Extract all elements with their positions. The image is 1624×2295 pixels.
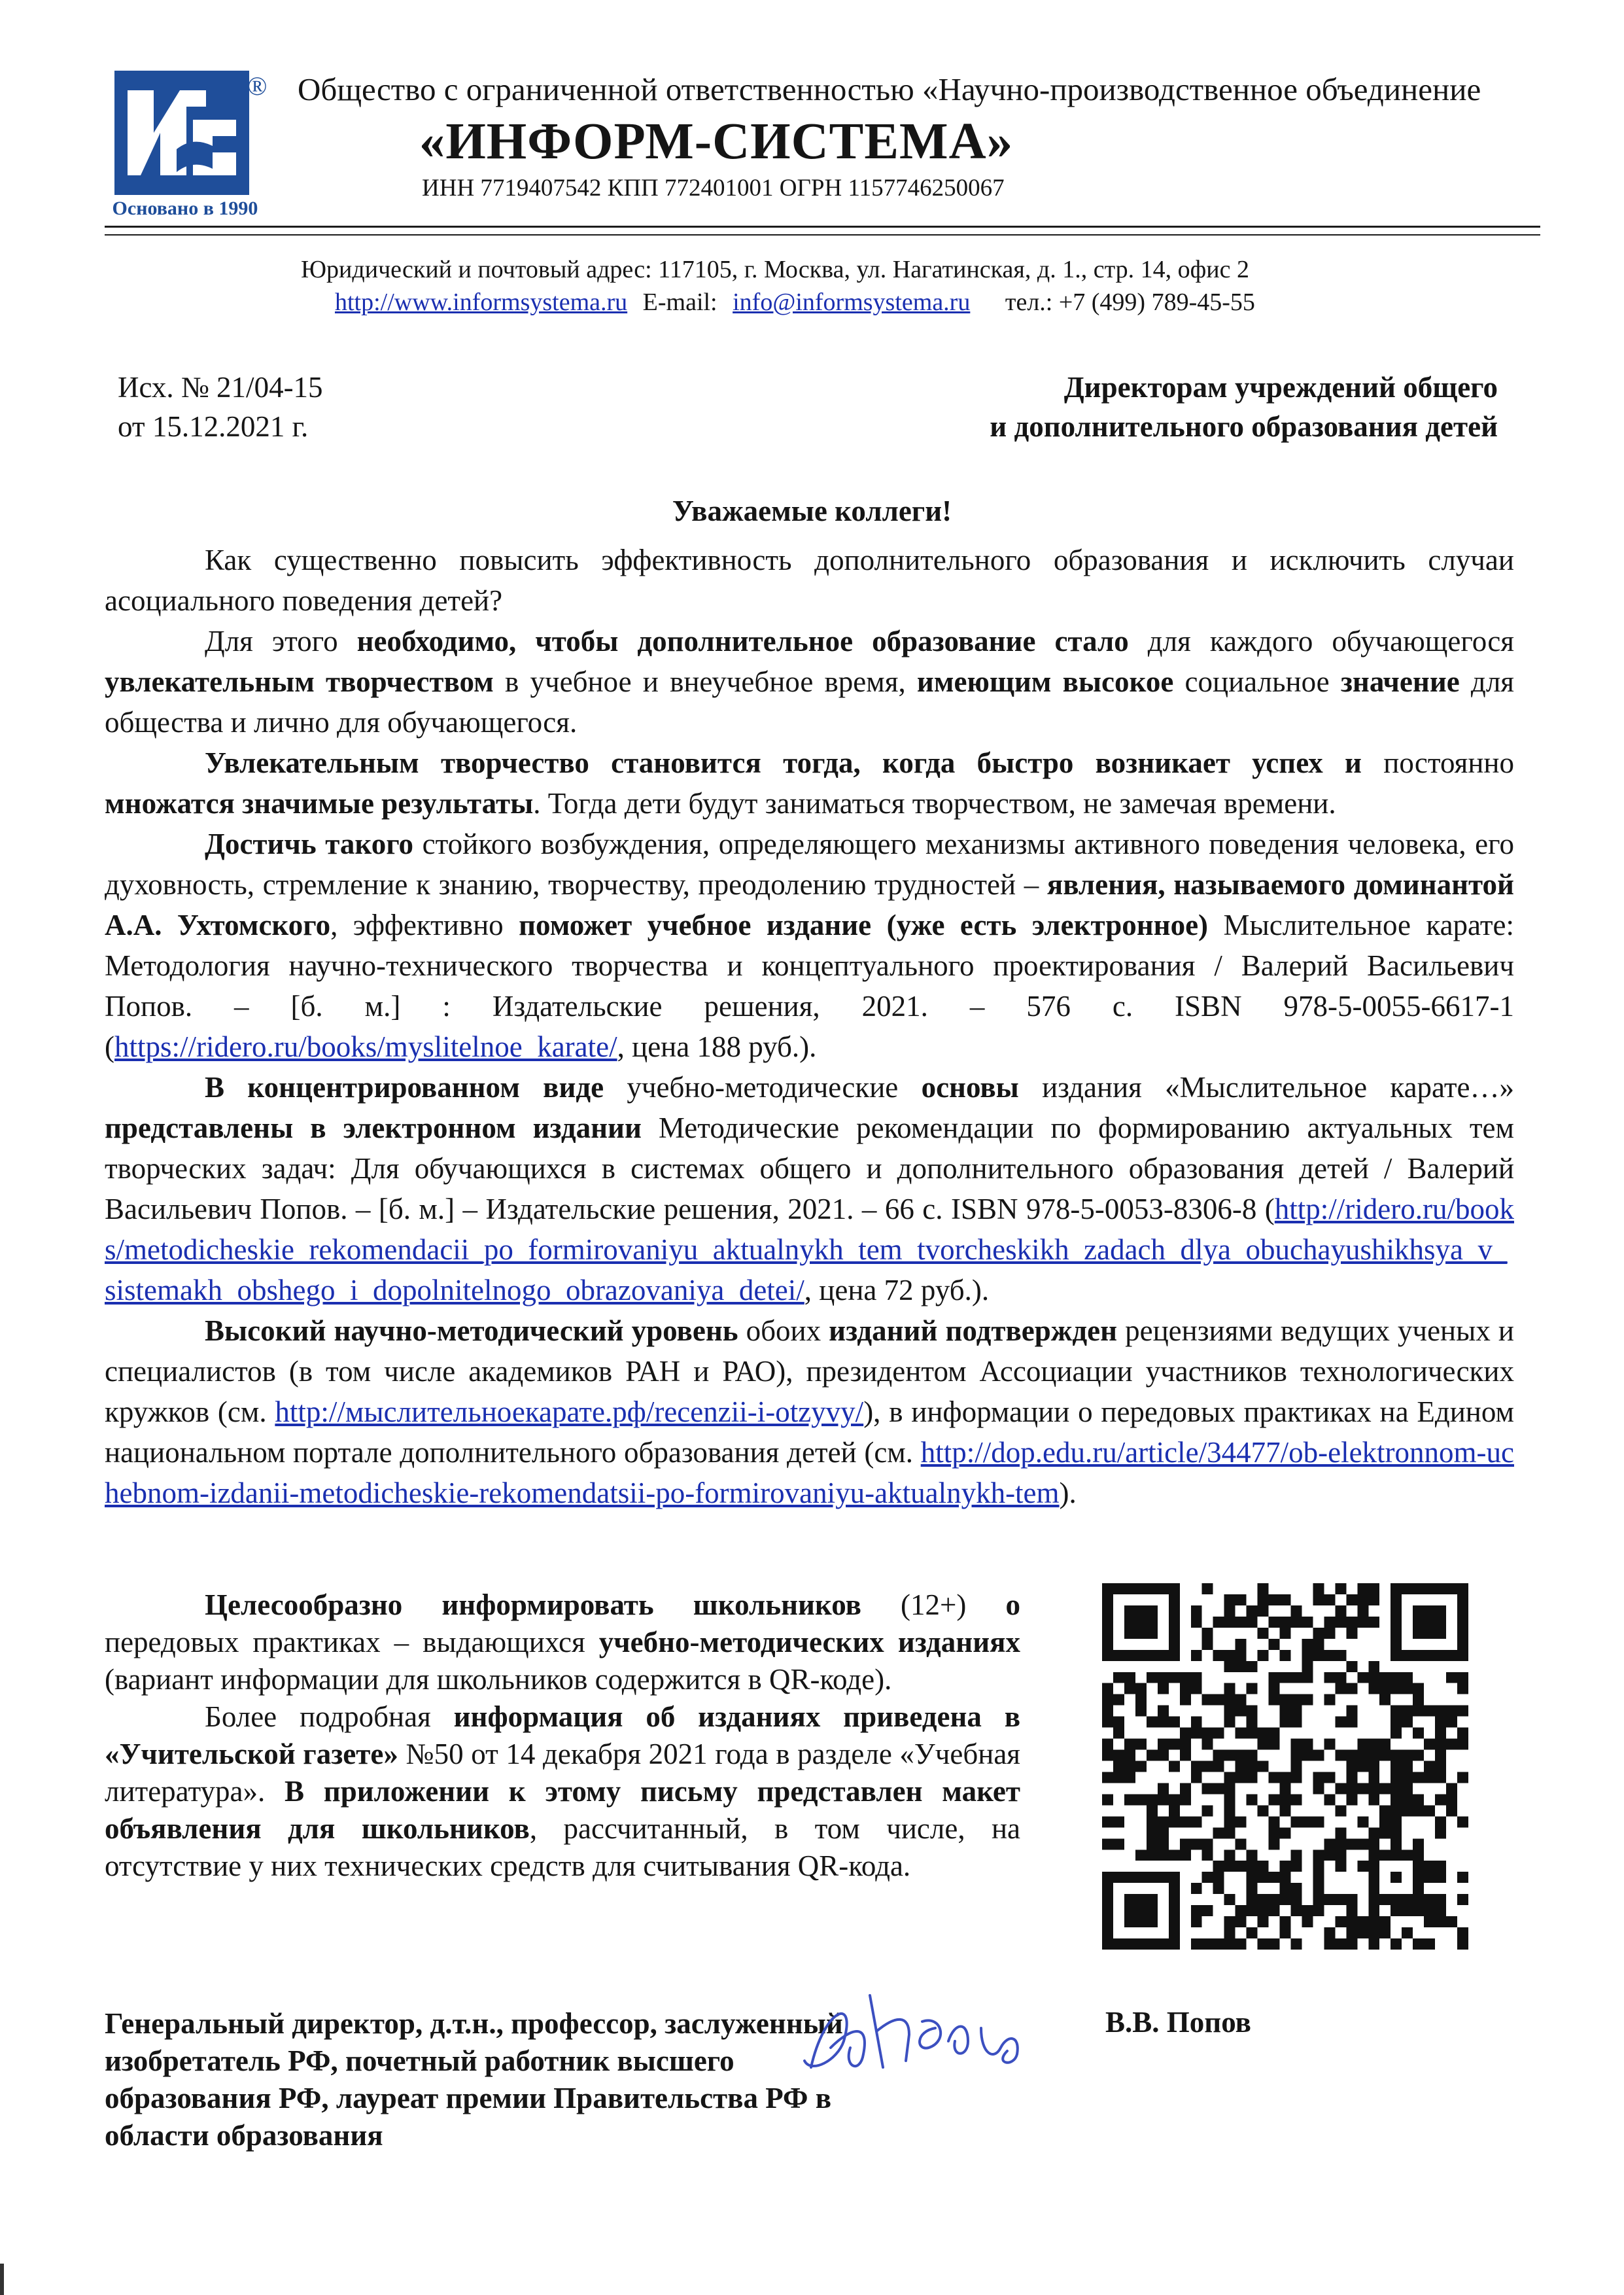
p8-t3: , рассчитанный, в том числе, на отсутствие у них технических средств для считывания QR-кода. (105, 1812, 1021, 1882)
p2-b3: имеющим высокое (916, 665, 1174, 698)
p7-t2: передовых практиках – выдающихся (105, 1626, 599, 1658)
greeting: Уважаемые коллеги! (672, 495, 952, 527)
p4-t4: , цена 188 руб.). (617, 1030, 817, 1063)
founded-caption: Основано в 1990 (112, 198, 258, 219)
p5-b2: основы (921, 1071, 1019, 1104)
registration-numbers: ИНН 7719407542 КПП 772401001 ОГРН 1157746250067 (422, 175, 1005, 201)
p7-b1: Целесообразно информировать школьников (205, 1588, 861, 1621)
p1-text: Как существенно повысить эффективность дополнительного образования и исключить случаи асоциального поведения детей? (105, 544, 1514, 617)
paragraph-5 (105, 1067, 1514, 1310)
signer-name: В.В. Попов (1105, 2006, 1251, 2039)
signer-title: Генеральный директор, д.т.н., профессор, заслуженный изобретатель РФ, почетный работник высшего образования РФ, лауреат премии Правительства РФ в области образования (105, 2007, 843, 2152)
p2-b1: необходимо, чтобы дополнительное образование стало (356, 625, 1129, 657)
registered-mark: ® (247, 71, 268, 101)
p6-t2: рецензиями ведущих ученых и специалистов (в том числе академиков РАН и РАО), президентом Ассоциации участников технологических кружков (см. (105, 1314, 1514, 1428)
out-number: Исх. № 21/04-15 (118, 371, 323, 404)
paragraph-8 (105, 1698, 1020, 1885)
p7-t1: (12+) (861, 1588, 1006, 1621)
website-link[interactable]: http://www.informsystema.ru (335, 289, 628, 316)
paragraph-4 (105, 824, 1514, 1067)
handwritten-signature (785, 1969, 1060, 2100)
paragraph-7 (105, 1586, 1020, 1698)
ridero-recommendations-link[interactable]: http://ridero.ru/books/metodicheskie_rekomendacii_po_formirovaniyu_aktualnykh_tem_tvorcheskikh_zadach_dlya_obuchayushikhsya_v_sistemakh_obshego_i_dopolnitelnogo_obrazovaniya_detei/ (105, 1193, 1514, 1306)
qr-code[interactable] (1102, 1583, 1468, 1950)
p2-t3: в учебное и внеучебное время, (493, 665, 917, 698)
reviews-link[interactable]: http://мыслительноекарате.рф/recenzii-i-otzyvy/ (275, 1395, 864, 1428)
out-date: от 15.12.2021 г. (118, 410, 309, 443)
school-info-block (105, 1586, 1020, 1885)
p8-b2: В приложении к этому письму представлен макет объявления для школьников (105, 1775, 1020, 1845)
addressee (870, 368, 1498, 446)
paragraph-2 (105, 621, 1514, 743)
p2-t5: для общества и лично для обучающегося. (105, 665, 1514, 739)
scan-edge-mark (0, 2264, 4, 2295)
email-label: E-mail: (642, 289, 717, 316)
p6-t1: обоих (738, 1314, 829, 1347)
p2-b4: значение (1340, 665, 1460, 698)
p4-b2: явления, называемого доминантой А.А. Ухтомского (105, 868, 1514, 941)
p2-b2: увлекательным творчеством (105, 665, 494, 698)
addressee-line-1: Директорам учреждений общего (1063, 371, 1498, 404)
p7-b2: о (1005, 1588, 1020, 1621)
p5-b3: представлены в электронном издании (105, 1112, 642, 1144)
dop-edu-article-link[interactable]: http://dop.edu.ru/article/34477/ob-elektronnom-uchebnom-izdanii-metodicheskie-rekomendatsii-po-formirovaniyu-aktualnykh-tem (105, 1436, 1514, 1509)
p5-t3: Методические рекомендации по формированию актуальных тем творческих задач: Для обучающихся в системах общего и дополнительного образования детей / Валерий Васильевич Попов. – [б. м.] – Издательские решения, 2021. – 66 с. ISBN 978-5-0053-8306-8 ( (105, 1112, 1514, 1225)
p6-t3: ), в информации о передовых практиках на Едином национальном портале дополнительного образования детей (см. (105, 1395, 1515, 1469)
p5-b1: В концентрированном виде (205, 1071, 604, 1104)
header-divider-thin (105, 234, 1540, 236)
postal-address: Юридический и почтовый адрес: 117105, г. Москва, ул. Нагатинская, д. 1., стр. 14, офис 2 (301, 256, 1249, 283)
company-logo (114, 71, 249, 195)
p7-b3: учебно-методических изданиях (598, 1626, 1020, 1658)
p7-t3: (вариант информации для школьников содержится в QR-коде). (105, 1663, 892, 1696)
p6-b1: Высокий научно-методический уровень (205, 1314, 738, 1347)
p4-t2: , эффективно (330, 909, 519, 941)
p2-t1: Для этого (205, 625, 357, 657)
p5-t2: издания «Мыслительное карате…» (1018, 1071, 1515, 1104)
addressee-line-2: и дополнительного образования детей (990, 410, 1498, 443)
phone: тел.: +7 (499) 789-45-55 (1005, 289, 1255, 316)
outgoing-ref (118, 368, 323, 446)
paragraph-3 (105, 743, 1514, 824)
paragraph-6 (105, 1310, 1514, 1513)
p4-b3: поможет учебное издание (уже есть электронное) (519, 909, 1209, 941)
p4-t1: стойкого возбуждения, определяющего механизмы активного поведения человека, его духовность, стремление к знанию, творчеству, преодолению трудностей – (105, 828, 1514, 901)
p5-t1: учебно-методические (604, 1071, 922, 1104)
p3-b2: множатся значимые результаты (105, 787, 534, 820)
org-name: «ИНФОРМ-СИСТЕМА» (419, 113, 1014, 170)
header-divider (105, 226, 1540, 228)
p4-b1: Достичь такого (205, 828, 414, 860)
p4-t3: Мыслительное карате: Методология научно-технического творчества и концептуального проектирования / Валерий Васильевич Попов. – [б. м.] : Издательские решения, 2021. – 576 с. ISBN 978-5-0055-6617-1 ( (105, 909, 1514, 1063)
p8-b1: информация об изданиях приведена в «Учительской газете» (105, 1700, 1020, 1770)
p2-t2: для каждого обучающегося (1128, 625, 1514, 657)
p6-b2: изданий подтвержден (829, 1314, 1118, 1347)
p2-t4: социальное (1173, 665, 1341, 698)
org-legal-form: Общество с ограниченной ответственностью «Научно-производственное объединение (298, 71, 1481, 107)
letter-body (105, 540, 1514, 1513)
email-link[interactable]: info@informsystema.ru (733, 289, 971, 316)
ridero-book-link[interactable]: https://ridero.ru/books/myslitelnoe_karate/ (114, 1030, 617, 1063)
p8-t2: №50 от 14 декабря 2021 года в разделе «Учебная литература». (105, 1738, 1020, 1808)
p3-t1: постоянно (1361, 746, 1514, 779)
p8-t1: Более подробная (205, 1700, 454, 1733)
p6-t4: ). (1059, 1477, 1077, 1509)
p5-t4: , цена 72 руб.). (804, 1274, 990, 1306)
p3-t2: . Тогда дети будут заниматься творчеством, не замечая времени. (533, 787, 1336, 820)
contacts-line (335, 288, 1447, 317)
paragraph-1 (105, 540, 1514, 621)
p3-b1: Увлекательным творчество становится тогда, когда быстро возникает успех и (205, 746, 1362, 779)
